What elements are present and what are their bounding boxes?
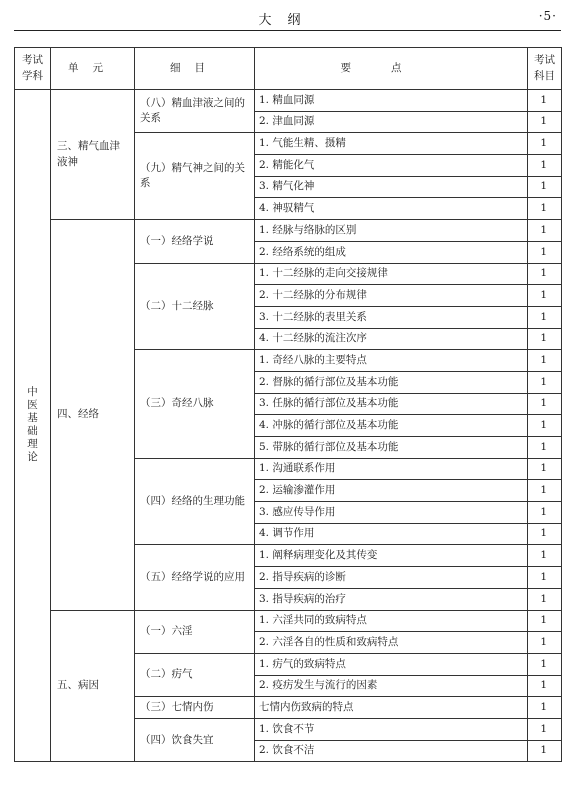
- exam-subject-cell: 1: [528, 306, 562, 328]
- point-cell: 1. 饮食不节: [255, 718, 528, 740]
- point-cell: 2. 精能化气: [255, 155, 528, 177]
- header-unit: 单元: [51, 48, 135, 90]
- item-cell: （八）精血津液之间的关系: [135, 90, 255, 133]
- item-cell: （四）经络的生理功能: [135, 458, 255, 545]
- header-rule: [14, 30, 561, 31]
- exam-subject-cell: 1: [528, 740, 562, 762]
- item-cell: （三）奇经八脉: [135, 350, 255, 458]
- unit-cell: 四、经络: [51, 220, 135, 610]
- exam-subject-cell: 1: [528, 176, 562, 198]
- point-cell: 2. 督脉的循行部位及基本功能: [255, 371, 528, 393]
- table-row: [15, 90, 562, 112]
- syllabus-table: [14, 47, 562, 762]
- exam-subject-cell: 1: [528, 393, 562, 415]
- exam-subject-cell: 1: [528, 567, 562, 589]
- point-cell: 4. 十二经脉的流注次序: [255, 328, 528, 350]
- point-cell: 4. 冲脉的循行部位及基本功能: [255, 415, 528, 437]
- point-cell: 1. 沟通联系作用: [255, 458, 528, 480]
- exam-subject-cell: 1: [528, 198, 562, 220]
- unit-cell: 三、精气血津液神: [51, 90, 135, 220]
- point-cell: 3. 任脉的循行部位及基本功能: [255, 393, 528, 415]
- point-cell: 七情内伤致病的特点: [255, 697, 528, 719]
- point-cell: 2. 经络系统的组成: [255, 241, 528, 263]
- exam-subject-cell: 1: [528, 697, 562, 719]
- point-cell: 1. 经脉与络脉的区别: [255, 220, 528, 242]
- exam-subject-cell: 1: [528, 285, 562, 307]
- exam-subject-cell: 1: [528, 220, 562, 242]
- exam-subject-cell: 1: [528, 90, 562, 112]
- table-header-row: [15, 48, 562, 90]
- page-number: ·5·: [538, 9, 557, 23]
- item-cell: （二）十二经脉: [135, 263, 255, 350]
- header-exam-subject: 考试科目: [528, 48, 562, 90]
- point-cell: 1. 精血同源: [255, 90, 528, 112]
- exam-subject-cell: 1: [528, 328, 562, 350]
- item-cell: （三）七情内伤: [135, 697, 255, 719]
- exam-subject-cell: 1: [528, 632, 562, 654]
- point-cell: 1. 疠气的致病特点: [255, 653, 528, 675]
- point-cell: 3. 指导疾病的治疗: [255, 588, 528, 610]
- point-cell: 2. 六淫各自的性质和致病特点: [255, 632, 528, 654]
- exam-subject-cell: 1: [528, 480, 562, 502]
- exam-subject-cell: 1: [528, 588, 562, 610]
- header-item: 细目: [135, 48, 255, 90]
- table-body: [15, 90, 562, 762]
- point-cell: 2. 指导疾病的诊断: [255, 567, 528, 589]
- item-cell: （五）经络学说的应用: [135, 545, 255, 610]
- point-cell: 1. 气能生精、摄精: [255, 133, 528, 155]
- header-points: 要点: [255, 48, 528, 90]
- exam-subject-cell: 1: [528, 263, 562, 285]
- table-row: [15, 220, 562, 242]
- exam-subject-cell: 1: [528, 653, 562, 675]
- item-cell: （一）六淫: [135, 610, 255, 653]
- subject-cell: [15, 90, 51, 762]
- exam-subject-cell: 1: [528, 415, 562, 437]
- point-cell: 1. 阐释病理变化及其传变: [255, 545, 528, 567]
- exam-subject-cell: 1: [528, 545, 562, 567]
- exam-subject-cell: 1: [528, 610, 562, 632]
- point-cell: 2. 津血同源: [255, 111, 528, 133]
- item-cell: （九）精气神之间的关系: [135, 133, 255, 220]
- point-cell: 2. 运输渗灌作用: [255, 480, 528, 502]
- point-cell: 4. 神驭精气: [255, 198, 528, 220]
- item-cell: （四）饮食失宜: [135, 718, 255, 761]
- point-cell: 1. 十二经脉的走向交接规律: [255, 263, 528, 285]
- exam-subject-cell: 1: [528, 458, 562, 480]
- point-cell: 1. 六淫共同的致病特点: [255, 610, 528, 632]
- item-cell: （一）经络学说: [135, 220, 255, 263]
- exam-subject-cell: 1: [528, 111, 562, 133]
- table-row: [15, 610, 562, 632]
- exam-subject-cell: 1: [528, 675, 562, 697]
- exam-subject-cell: 1: [528, 502, 562, 524]
- page-header-title: 大纲: [258, 13, 317, 28]
- exam-subject-cell: 1: [528, 133, 562, 155]
- point-cell: 4. 调节作用: [255, 523, 528, 545]
- item-cell: （二）疠气: [135, 653, 255, 696]
- point-cell: 5. 带脉的循行部位及基本功能: [255, 437, 528, 459]
- point-cell: 2. 十二经脉的分布规律: [255, 285, 528, 307]
- point-cell: 2. 疫疠发生与流行的因素: [255, 675, 528, 697]
- header-subject: 考试学科: [15, 48, 51, 90]
- exam-subject-cell: 1: [528, 523, 562, 545]
- subject-label: 中医基础理论: [27, 386, 38, 464]
- point-cell: 1. 奇经八脉的主要特点: [255, 350, 528, 372]
- exam-subject-cell: 1: [528, 155, 562, 177]
- unit-cell: 五、病因: [51, 610, 135, 762]
- exam-subject-cell: 1: [528, 350, 562, 372]
- point-cell: 2. 饮食不洁: [255, 740, 528, 762]
- point-cell: 3. 十二经脉的表里关系: [255, 306, 528, 328]
- exam-subject-cell: 1: [528, 718, 562, 740]
- exam-subject-cell: 1: [528, 241, 562, 263]
- exam-subject-cell: 1: [528, 437, 562, 459]
- point-cell: 3. 精气化神: [255, 176, 528, 198]
- exam-subject-cell: 1: [528, 371, 562, 393]
- point-cell: 3. 感应传导作用: [255, 502, 528, 524]
